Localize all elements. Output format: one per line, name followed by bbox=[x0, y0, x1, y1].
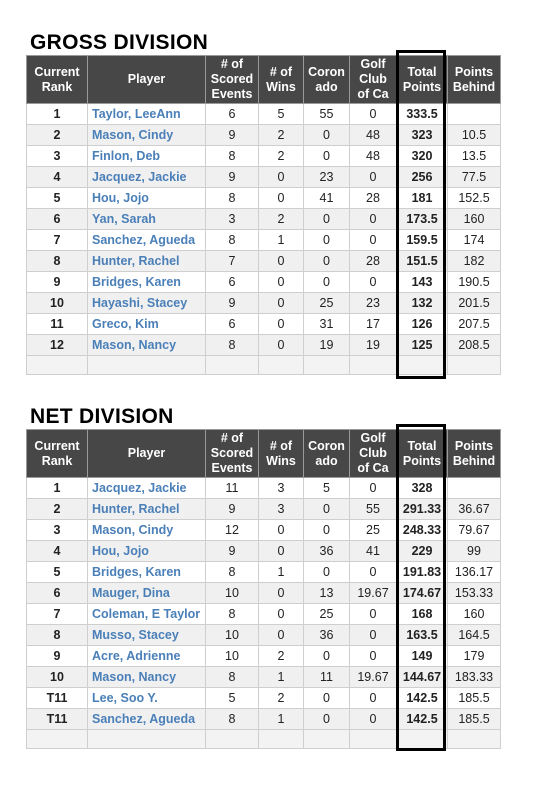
coronado-cell: 0 bbox=[304, 499, 350, 520]
rank-cell: 7 bbox=[27, 230, 88, 251]
rank-cell: 3 bbox=[27, 520, 88, 541]
col-header-golfclub: Golf Club of Ca bbox=[350, 56, 397, 104]
rank-cell: 8 bbox=[27, 251, 88, 272]
rank-cell: 6 bbox=[27, 583, 88, 604]
table-row bbox=[27, 167, 501, 188]
player-name[interactable]: Mason, Nancy bbox=[88, 667, 206, 688]
coronado-cell: 0 bbox=[304, 125, 350, 146]
gross-standings-table bbox=[26, 55, 501, 375]
player-name[interactable]: Hunter, Rachel bbox=[88, 251, 206, 272]
total-points-cell: 142.5 bbox=[397, 709, 448, 730]
coronado-cell: 5 bbox=[304, 478, 350, 499]
player-name[interactable]: Bridges, Karen bbox=[88, 272, 206, 293]
scored-events-cell: 9 bbox=[206, 293, 259, 314]
empty-cell bbox=[397, 356, 448, 375]
player-name[interactable]: Hayashi, Stacey bbox=[88, 293, 206, 314]
coronado-cell: 0 bbox=[304, 709, 350, 730]
empty-cell bbox=[448, 730, 501, 749]
empty-cell bbox=[88, 356, 206, 375]
table-row bbox=[27, 125, 501, 146]
col-header-events: # of Scored Events bbox=[206, 56, 259, 104]
wins-cell: 2 bbox=[259, 146, 304, 167]
rank-cell: 2 bbox=[27, 125, 88, 146]
table-row bbox=[27, 209, 501, 230]
wins-cell: 0 bbox=[259, 272, 304, 293]
golf-club-cell: 0 bbox=[350, 167, 397, 188]
wins-cell: 0 bbox=[259, 604, 304, 625]
player-name[interactable]: Sanchez, Agueda bbox=[88, 230, 206, 251]
rank-cell: 10 bbox=[27, 667, 88, 688]
wins-cell: 1 bbox=[259, 709, 304, 730]
scored-events-cell: 6 bbox=[206, 104, 259, 125]
table-row bbox=[27, 688, 501, 709]
wins-cell: 0 bbox=[259, 167, 304, 188]
wins-cell: 0 bbox=[259, 625, 304, 646]
scored-events-cell: 6 bbox=[206, 314, 259, 335]
wins-cell: 0 bbox=[259, 188, 304, 209]
golf-club-cell: 41 bbox=[350, 541, 397, 562]
points-behind-cell: 160 bbox=[448, 604, 501, 625]
table-row bbox=[27, 520, 501, 541]
points-behind-cell: 10.5 bbox=[448, 125, 501, 146]
golf-club-cell: 25 bbox=[350, 520, 397, 541]
coronado-cell: 0 bbox=[304, 209, 350, 230]
points-behind-cell: 160 bbox=[448, 209, 501, 230]
total-points-cell: 132 bbox=[397, 293, 448, 314]
coronado-cell: 0 bbox=[304, 272, 350, 293]
col-header-coronado: Coron ado bbox=[304, 56, 350, 104]
golf-club-cell: 0 bbox=[350, 709, 397, 730]
table-row bbox=[27, 335, 501, 356]
player-name[interactable]: Musso, Stacey bbox=[88, 625, 206, 646]
rank-cell: 10 bbox=[27, 293, 88, 314]
table-row bbox=[27, 604, 501, 625]
player-name[interactable]: Hou, Jojo bbox=[88, 188, 206, 209]
col-header-events: # of Scored Events bbox=[206, 430, 259, 478]
points-behind-cell: 164.5 bbox=[448, 625, 501, 646]
empty-table-row bbox=[27, 730, 501, 749]
golf-club-cell: 19.67 bbox=[350, 583, 397, 604]
coronado-cell: 25 bbox=[304, 293, 350, 314]
scored-events-cell: 8 bbox=[206, 604, 259, 625]
net-standings-table bbox=[26, 429, 501, 749]
wins-cell: 5 bbox=[259, 104, 304, 125]
table-header-row bbox=[27, 56, 501, 104]
rank-cell: 2 bbox=[27, 499, 88, 520]
rank-cell: 11 bbox=[27, 314, 88, 335]
table-row bbox=[27, 188, 501, 209]
player-name[interactable]: Jacquez, Jackie bbox=[88, 478, 206, 499]
table-row bbox=[27, 646, 501, 667]
player-name[interactable]: Mason, Nancy bbox=[88, 335, 206, 356]
total-points-cell: 291.33 bbox=[397, 499, 448, 520]
coronado-cell: 0 bbox=[304, 688, 350, 709]
net-division-title: NET DIVISION bbox=[30, 405, 174, 428]
coronado-cell: 55 bbox=[304, 104, 350, 125]
points-behind-cell bbox=[448, 478, 501, 499]
player-name[interactable]: Finlon, Deb bbox=[88, 146, 206, 167]
coronado-cell: 0 bbox=[304, 562, 350, 583]
rank-cell: 7 bbox=[27, 604, 88, 625]
coronado-cell: 36 bbox=[304, 625, 350, 646]
wins-cell: 0 bbox=[259, 314, 304, 335]
golf-club-cell: 48 bbox=[350, 125, 397, 146]
gross-division-section bbox=[26, 30, 500, 375]
total-points-cell: 163.5 bbox=[397, 625, 448, 646]
total-points-cell: 333.5 bbox=[397, 104, 448, 125]
col-header-wins: # of Wins bbox=[259, 56, 304, 104]
player-name[interactable]: Jacquez, Jackie bbox=[88, 167, 206, 188]
col-header-player: Player bbox=[88, 56, 206, 104]
wins-cell: 0 bbox=[259, 251, 304, 272]
total-points-cell: 181 bbox=[397, 188, 448, 209]
net-table-body bbox=[27, 478, 501, 749]
col-header-golfclub: Golf Club of Ca bbox=[350, 430, 397, 478]
total-points-cell: 328 bbox=[397, 478, 448, 499]
scored-events-cell: 9 bbox=[206, 125, 259, 146]
wins-cell: 1 bbox=[259, 230, 304, 251]
points-behind-cell: 13.5 bbox=[448, 146, 501, 167]
player-name[interactable]: Hou, Jojo bbox=[88, 541, 206, 562]
wins-cell: 3 bbox=[259, 478, 304, 499]
table-row bbox=[27, 251, 501, 272]
total-points-cell: 144.67 bbox=[397, 667, 448, 688]
rank-cell: 6 bbox=[27, 209, 88, 230]
scored-events-cell: 12 bbox=[206, 520, 259, 541]
wins-cell: 0 bbox=[259, 335, 304, 356]
table-row bbox=[27, 541, 501, 562]
player-name[interactable]: Mauger, Dina bbox=[88, 583, 206, 604]
empty-cell bbox=[88, 730, 206, 749]
col-header-rank: Current Rank bbox=[27, 430, 88, 478]
gross-table-body bbox=[27, 104, 501, 375]
golf-club-cell: 28 bbox=[350, 188, 397, 209]
table-row bbox=[27, 625, 501, 646]
coronado-cell: 0 bbox=[304, 146, 350, 167]
coronado-cell: 25 bbox=[304, 604, 350, 625]
total-points-cell: 248.33 bbox=[397, 520, 448, 541]
scored-events-cell: 9 bbox=[206, 167, 259, 188]
rank-cell: 12 bbox=[27, 335, 88, 356]
coronado-cell: 0 bbox=[304, 251, 350, 272]
golf-club-cell: 0 bbox=[350, 625, 397, 646]
empty-cell bbox=[397, 730, 448, 749]
table-row bbox=[27, 104, 501, 125]
total-points-cell: 191.83 bbox=[397, 562, 448, 583]
col-header-total: Total Points bbox=[397, 56, 448, 104]
points-behind-cell: 136.17 bbox=[448, 562, 501, 583]
empty-cell bbox=[350, 356, 397, 375]
points-behind-cell: 208.5 bbox=[448, 335, 501, 356]
points-behind-cell: 36.67 bbox=[448, 499, 501, 520]
empty-cell bbox=[448, 356, 501, 375]
coronado-cell: 0 bbox=[304, 646, 350, 667]
total-points-cell: 173.5 bbox=[397, 209, 448, 230]
player-name[interactable]: Coleman, E Taylor bbox=[88, 604, 206, 625]
table-row bbox=[27, 272, 501, 293]
golf-club-cell: 28 bbox=[350, 251, 397, 272]
player-name[interactable]: Acre, Adrienne bbox=[88, 646, 206, 667]
scored-events-cell: 9 bbox=[206, 541, 259, 562]
rank-cell: T11 bbox=[27, 709, 88, 730]
scored-events-cell: 8 bbox=[206, 709, 259, 730]
wins-cell: 3 bbox=[259, 499, 304, 520]
golf-club-cell: 0 bbox=[350, 604, 397, 625]
points-behind-cell: 99 bbox=[448, 541, 501, 562]
total-points-cell: 229 bbox=[397, 541, 448, 562]
scored-events-cell: 3 bbox=[206, 209, 259, 230]
player-name[interactable]: Taylor, LeeAnn bbox=[88, 104, 206, 125]
golf-club-cell: 0 bbox=[350, 478, 397, 499]
total-points-cell: 126 bbox=[397, 314, 448, 335]
net-division-section bbox=[26, 404, 500, 749]
player-name[interactable]: Lee, Soo Y. bbox=[88, 688, 206, 709]
col-header-total: Total Points bbox=[397, 430, 448, 478]
rank-cell: 9 bbox=[27, 272, 88, 293]
wins-cell: 2 bbox=[259, 646, 304, 667]
coronado-cell: 0 bbox=[304, 520, 350, 541]
scored-events-cell: 8 bbox=[206, 188, 259, 209]
col-header-coronado: Coron ado bbox=[304, 430, 350, 478]
table-row bbox=[27, 230, 501, 251]
golf-club-cell: 17 bbox=[350, 314, 397, 335]
coronado-cell: 19 bbox=[304, 335, 350, 356]
total-points-cell: 323 bbox=[397, 125, 448, 146]
wins-cell: 0 bbox=[259, 520, 304, 541]
coronado-cell: 41 bbox=[304, 188, 350, 209]
empty-cell bbox=[27, 356, 88, 375]
golf-club-cell: 48 bbox=[350, 146, 397, 167]
empty-cell bbox=[304, 730, 350, 749]
table-row bbox=[27, 499, 501, 520]
total-points-cell: 142.5 bbox=[397, 688, 448, 709]
total-points-cell: 125 bbox=[397, 335, 448, 356]
rank-cell: 5 bbox=[27, 562, 88, 583]
player-name[interactable]: Yan, Sarah bbox=[88, 209, 206, 230]
golf-club-cell: 0 bbox=[350, 688, 397, 709]
golf-club-cell: 0 bbox=[350, 562, 397, 583]
total-points-cell: 174.67 bbox=[397, 583, 448, 604]
empty-cell bbox=[206, 730, 259, 749]
points-behind-cell: 182 bbox=[448, 251, 501, 272]
rank-cell: 5 bbox=[27, 188, 88, 209]
coronado-cell: 36 bbox=[304, 541, 350, 562]
wins-cell: 2 bbox=[259, 209, 304, 230]
col-header-behind: Points Behind bbox=[448, 430, 501, 478]
scored-events-cell: 5 bbox=[206, 688, 259, 709]
scored-events-cell: 9 bbox=[206, 499, 259, 520]
points-behind-cell: 153.33 bbox=[448, 583, 501, 604]
empty-cell bbox=[350, 730, 397, 749]
coronado-cell: 11 bbox=[304, 667, 350, 688]
rank-cell: 1 bbox=[27, 104, 88, 125]
points-behind-cell: 152.5 bbox=[448, 188, 501, 209]
total-points-cell: 143 bbox=[397, 272, 448, 293]
points-behind-cell: 207.5 bbox=[448, 314, 501, 335]
empty-cell bbox=[304, 356, 350, 375]
coronado-cell: 31 bbox=[304, 314, 350, 335]
col-header-rank: Current Rank bbox=[27, 56, 88, 104]
wins-cell: 1 bbox=[259, 562, 304, 583]
empty-cell bbox=[27, 730, 88, 749]
rank-cell: 4 bbox=[27, 167, 88, 188]
scored-events-cell: 10 bbox=[206, 646, 259, 667]
points-behind-cell: 185.5 bbox=[448, 709, 501, 730]
points-behind-cell: 179 bbox=[448, 646, 501, 667]
points-behind-cell: 183.33 bbox=[448, 667, 501, 688]
golf-club-cell: 0 bbox=[350, 230, 397, 251]
golf-club-cell: 19.67 bbox=[350, 667, 397, 688]
scored-events-cell: 10 bbox=[206, 583, 259, 604]
coronado-cell: 23 bbox=[304, 167, 350, 188]
golf-club-cell: 0 bbox=[350, 209, 397, 230]
player-name[interactable]: Hunter, Rachel bbox=[88, 499, 206, 520]
golf-club-cell: 0 bbox=[350, 272, 397, 293]
rank-cell: T11 bbox=[27, 688, 88, 709]
golf-club-cell: 55 bbox=[350, 499, 397, 520]
golf-club-cell: 0 bbox=[350, 104, 397, 125]
wins-cell: 0 bbox=[259, 541, 304, 562]
scored-events-cell: 8 bbox=[206, 335, 259, 356]
points-behind-cell: 77.5 bbox=[448, 167, 501, 188]
golf-club-cell: 19 bbox=[350, 335, 397, 356]
rank-cell: 9 bbox=[27, 646, 88, 667]
player-name[interactable]: Bridges, Karen bbox=[88, 562, 206, 583]
points-behind-cell: 79.67 bbox=[448, 520, 501, 541]
scored-events-cell: 8 bbox=[206, 230, 259, 251]
scored-events-cell: 10 bbox=[206, 625, 259, 646]
player-name[interactable]: Sanchez, Agueda bbox=[88, 709, 206, 730]
total-points-cell: 149 bbox=[397, 646, 448, 667]
wins-cell: 1 bbox=[259, 667, 304, 688]
total-points-cell: 320 bbox=[397, 146, 448, 167]
wins-cell: 2 bbox=[259, 125, 304, 146]
empty-cell bbox=[259, 730, 304, 749]
player-name[interactable]: Mason, Cindy bbox=[88, 125, 206, 146]
wins-cell: 0 bbox=[259, 293, 304, 314]
scored-events-cell: 8 bbox=[206, 146, 259, 167]
empty-cell bbox=[206, 356, 259, 375]
table-row bbox=[27, 293, 501, 314]
points-behind-cell: 174 bbox=[448, 230, 501, 251]
points-behind-cell bbox=[448, 104, 501, 125]
points-behind-cell: 190.5 bbox=[448, 272, 501, 293]
golf-club-cell: 23 bbox=[350, 293, 397, 314]
table-row bbox=[27, 583, 501, 604]
col-header-player: Player bbox=[88, 430, 206, 478]
coronado-cell: 0 bbox=[304, 230, 350, 251]
points-behind-cell: 201.5 bbox=[448, 293, 501, 314]
total-points-cell: 168 bbox=[397, 604, 448, 625]
points-behind-cell: 185.5 bbox=[448, 688, 501, 709]
scored-events-cell: 6 bbox=[206, 272, 259, 293]
empty-table-row bbox=[27, 356, 501, 375]
scored-events-cell: 7 bbox=[206, 251, 259, 272]
wins-cell: 0 bbox=[259, 583, 304, 604]
table-row bbox=[27, 146, 501, 167]
rank-cell: 1 bbox=[27, 478, 88, 499]
table-row bbox=[27, 478, 501, 499]
table-row bbox=[27, 314, 501, 335]
col-header-wins: # of Wins bbox=[259, 430, 304, 478]
scored-events-cell: 8 bbox=[206, 667, 259, 688]
rank-cell: 8 bbox=[27, 625, 88, 646]
scored-events-cell: 8 bbox=[206, 562, 259, 583]
total-points-cell: 159.5 bbox=[397, 230, 448, 251]
table-row bbox=[27, 667, 501, 688]
player-name[interactable]: Greco, Kim bbox=[88, 314, 206, 335]
player-name[interactable]: Mason, Cindy bbox=[88, 520, 206, 541]
total-points-cell: 256 bbox=[397, 167, 448, 188]
gross-division-title: GROSS DIVISION bbox=[30, 31, 209, 54]
table-row bbox=[27, 562, 501, 583]
rank-cell: 4 bbox=[27, 541, 88, 562]
rank-cell: 3 bbox=[27, 146, 88, 167]
golf-club-cell: 0 bbox=[350, 646, 397, 667]
col-header-behind: Points Behind bbox=[448, 56, 501, 104]
table-row bbox=[27, 709, 501, 730]
wins-cell: 2 bbox=[259, 688, 304, 709]
total-points-cell: 151.5 bbox=[397, 251, 448, 272]
scored-events-cell: 11 bbox=[206, 478, 259, 499]
empty-cell bbox=[259, 356, 304, 375]
coronado-cell: 13 bbox=[304, 583, 350, 604]
table-header-row bbox=[27, 430, 501, 478]
